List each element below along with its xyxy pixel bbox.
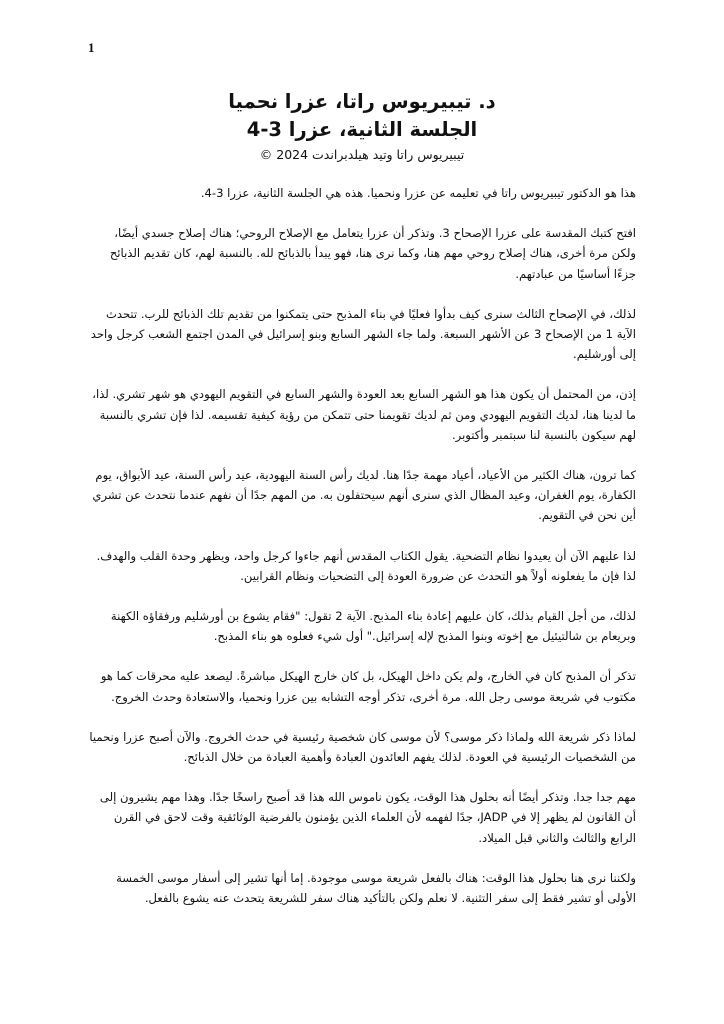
paragraph: هذا هو الدكتور تيبيريوس راتا في تعليمه عن عزرا ونحميا. هذه هي الجلسة الثانية، عزرا 3-4. xyxy=(200,186,636,200)
paragraph: ولكننا نرى هنا بحلول هذا الوقت: هناك بالفعل شريعة موسى موجودة. إما أنها تشير إلى أسفار موسى الخمسة الأولى أو تشير فقط إلى سفر التثنية. لا نعلم ولكن بالتأكيد هناك سفر للشريعة يتحدث عنه يشوع بالفعل. xyxy=(116,870,636,906)
document-body xyxy=(88,183,636,928)
paragraph: كما ترون، هناك الكثير من الأعياد، أعياد مهمة جدًا هنا. لديك رأس السنة اليهودية، عيد رأس السنة، عيد الأبواق، يوم الكفارة، يوم الغفران، وعيد المظال الذي سنرى أنهم سيحتفلون به. من المهم جدًا أن نفهم عندما نتحدث عن تشري أين نحن في التقويم. xyxy=(92,468,636,523)
document-header xyxy=(88,88,636,165)
title-line-1: د. تيبيريوس راتا، عزرا نحميا xyxy=(228,90,496,113)
title-line-2: الجلسة الثانية، عزرا 3-4 xyxy=(246,118,478,141)
paragraph: مهم جدا جدا. وتذكر أيضًا أنه بحلول هذا الوقت، يكون ناموس الله هذا قد أصبح راسخًا جدًا. وهذا مهم يشيرون إلى أن القانون لم يظهر إلا في JADP، جدًا لفهمه لأن العلماء الذين يؤمنون بالفرضية الوثائقية وقت لاحق في القرن الرابع والثالث والثاني قبل الميلاد. xyxy=(99,790,636,845)
paragraph: إذن، من المحتمل أن يكون هذا هو الشهر السابع بعد العودة والشهر السابع في التقويم اليهودي هو شهر تشري. لذا، ما لدينا هنا، لديك التقويم اليهودي ومن ثم لديك تقويمنا حتى تتمكن من رؤية كيفية تقسيمه. لذا فإن تشري بالنسبة لهم سيكون بالنسبة لنا سبتمبر وأكتوبر. xyxy=(92,387,636,442)
copyright-line: تيبيريوس راتا وتيد هيلدبراندت 2024 © xyxy=(259,147,465,162)
paragraph: افتح كتبك المقدسة على عزرا الإصحاح 3. وتذكر أن عزرا يتعامل مع الإصلاح الروحي؛ هناك إصلاح جسدي أيضًا، ولكن مرة أخرى، هناك إصلاح روحي مهم هنا، وكما نرى هنا، فهو يبدأ بالذبائح لله. بالنسبة لهم، كان تقديم الذبائح جزءًا أساسيًا من عبادتهم. xyxy=(109,226,636,281)
paragraph: لماذا ذكر شريعة الله ولماذا ذكر موسى؟ لأن موسى كان شخصية رئيسية في حدث الخروج. والآن أصبح عزرا ونحميا من الشخصيات الرئيسية في العودة. لذلك يفهم العائدون العبادة وأهمية العبادة من خلال الذبائح. xyxy=(89,729,636,765)
paragraph: لذا عليهم الآن أن يعيدوا نظام التضحية. يقول الكتاب المقدس أنهم جاءوا كرجل واحد، ويظهر وحدة القلب والهدف. لذا فإن ما يفعلونه أولاً هو التحدث عن ضرورة العودة إلى التضحيات ونظام القرابين. xyxy=(96,548,636,583)
paragraph: لذلك، في الإصحاح الثالث سنرى كيف بدأوا فعليًا في بناء المذبح حتى يتمكنوا من تقديم تلك الذبائح للرب. تتحدث الآية 1 من الإصحاح 3 عن الأشهر السبعة. ولما جاء الشهر السابع وبنو إسرائيل في المدن اجتمع الشعب كرجل واحد إلى أورشليم. xyxy=(90,306,636,362)
page-number: 1 xyxy=(88,40,95,55)
paragraph: لذلك، من أجل القيام بذلك، كان عليهم إعادة بناء المذبح. الآية 2 تقول: "فقام يشوع بن أورشليم ورفقاؤه الكهنة وبريعام بن شالتيئيل مع إخوته وبنوا المذبح لإله إسرائيل." أول شيء فعلوه هو بناء المذبح. xyxy=(110,609,636,644)
paragraph: تذكر أن المذبح كان في الخارج، ولم يكن داخل الهيكل، بل كان خارج الهيكل مباشرةً. ليصعد عليه محرقات كما هو مكتوب في شريعة موسى رجل الله. مرة أخرى، تذكر أوجه التشابه بين عزرا ونحميا، والاستعادة وحدث الخروج. xyxy=(100,669,636,704)
